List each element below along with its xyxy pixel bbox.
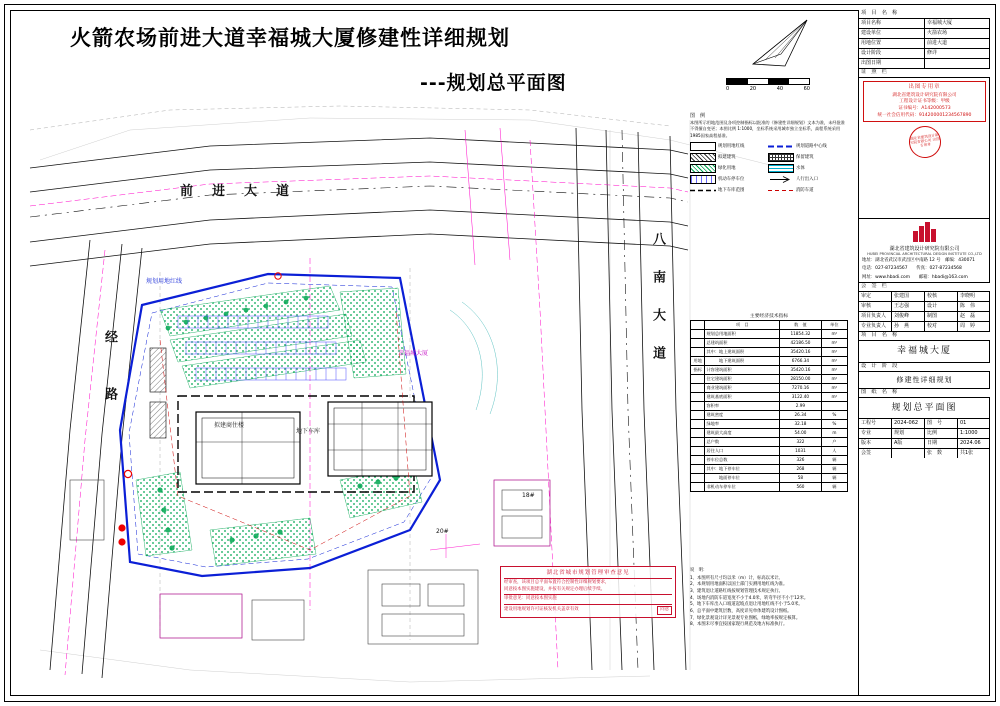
output-seal-line-2: 证书编号：A142000573 [898,106,951,112]
tb-meta-row [859,419,990,429]
legend-label-6: 机动车停车位 [718,177,745,183]
approval-stamp-footer-left: 审批意见：同意按本图实施 [504,594,672,603]
company-name-en: HUBEI PROVINCIAL ARCHITECTURAL DESIGN INSTITUTE CO.,LTD [867,252,982,257]
tb-cert-section [859,69,990,219]
map-label-20: 20# [436,528,449,535]
legend-note: 本图所示用地范围及各项控制指标以批准的《修建性详细规划》文本为准，未经批准不得擅自变更；本图比例 1:1000，坐标系统采用城市独立坐标系，高程系统采用1985国家高程基准。 [690,120,845,138]
econ-cell-name: 计容建筑面积 [705,366,780,375]
econ-cell-value: 26.34 [780,411,822,420]
tb-meta-cell [892,449,925,458]
legend-label-4: 绿化用地 [718,166,736,172]
legend-title: 图 例 [690,113,706,119]
econ-cell-value: 32.18 [780,420,822,429]
tb-signature-cell: 制图 [925,312,958,321]
econ-cell-value: 1031 [780,447,822,456]
tb-project-cell: 设计阶段 [859,49,925,58]
legend-label-8: 地下车库范围 [718,188,745,194]
tb-meta-cell: 2024-062 [892,419,925,428]
tb-stage-head: 设 计 阶 段 [859,363,990,372]
econ-cell-value: 42186.50 [780,339,822,348]
econ-cell-unit: 人 [821,447,847,456]
legend-label-0: 规划用地红线 [718,144,745,150]
econ-header-name: 项 目 [705,321,780,330]
econ-cell-group: 指标 [691,366,705,375]
tb-project-cell [925,59,990,68]
approval-stamp-line-0: 经审查，该项目总平面布置符合控制性详细规划要求， [504,580,610,586]
econ-cell-name: 建筑基底面积 [705,393,780,402]
tb-cert-head: 证 照 栏 [859,69,990,78]
tb-project-section [859,10,990,69]
econ-cell-unit: m² [821,393,847,402]
tb-meta-cell: 共1张 [960,449,974,456]
tb-signature-cell: 王志强 [892,302,925,311]
econ-cell-value: 35420.16 [780,366,822,375]
econ-cell-value: 2.99 [780,402,822,411]
econ-cell-name: 建筑密度 [705,411,780,420]
note-item: 4、场地内消防车道宽度不小于4.0米，转弯半径不小于12米。 [690,595,809,601]
tb-project-cell: 项目名称 [859,19,925,28]
econ-cell-name: 居住人口 [705,447,780,456]
tb-meta-cell: 1:1000 [960,429,978,436]
tb-signature-cell: 李晓明 [960,293,976,300]
econ-cell-unit: % [821,420,847,429]
tb-meta-cell: 工程号 [859,419,892,428]
tb-meta-cell: 规划 [892,429,925,438]
note-item: 7、绿化景观设计详见景观专业图纸，绿地率按规定核算。 [690,615,801,621]
tb-project-cell: 火箭农场 [927,29,948,36]
tb-company-section [859,219,990,283]
tb-meta-row [859,449,990,458]
tb-project-head: 项 目 名 称 [859,10,990,19]
note-item: 3、建筑退让道路红线按规划管理技术规定执行。 [690,588,783,594]
tb-signature-cell: 项目负责人 [859,312,892,321]
econ-cell-value: 54.00 [780,429,822,438]
tb-drawing-section [859,389,990,419]
econ-cell-value: 3122.40 [780,393,822,402]
econ-cell-name: 住宅建筑面积 [705,375,780,384]
tb-meta-row [859,429,990,439]
title-block [858,10,990,696]
scale-tick-3: 60 [803,86,810,92]
econ-header-value: 数 值 [780,321,822,330]
road-label-bainan: 八 南 大 道 [650,232,665,365]
company-logo-icon [859,219,990,246]
note-item: 1、本图所有尺寸均以米（m）计，标高以米计。 [690,575,783,581]
output-seal-line-1: 工程设计证书等级：甲级 [899,99,950,105]
tb-meta-cell: 2024.06 [960,439,981,446]
company-contact-1: 电话：027-87234567 传真：027-87234568 [862,266,962,272]
econ-cell-name: 建筑最大高度 [705,429,780,438]
tb-signature-row [859,292,990,302]
tb-signature-cell: 校对 [925,322,958,331]
tb-signature-cell: 周 婷 [960,323,976,330]
map-label-redline: 规划用地红线 [146,278,183,285]
tb-meta-cell: 01 [960,419,967,426]
econ-cell-unit: 辆 [821,474,847,483]
tb-signature-row [859,312,990,322]
tb-meta-cell: 会签 [859,449,892,458]
econ-cell-name: 其中：地上建筑面积 [705,348,780,357]
econ-cell-name: 容积率 [705,402,780,411]
econ-cell-name: 总建筑面积 [705,339,780,348]
note-item: 8、本图未尽事宜按国家现行规范及地方标准执行。 [690,622,788,628]
tb-project-cell: 出图日期 [859,59,925,68]
tb-signature-section [859,283,990,332]
tb-signature-cell: 陈 伟 [960,303,976,310]
econ-cell-unit: 辆 [821,456,847,465]
econ-cell-name: 地面停车位 [705,474,780,483]
econ-cell-unit: m² [821,339,847,348]
output-seal-title: 出图专用章 [908,83,941,90]
road-label-qianjin: 前 进 大 道 [180,184,293,199]
note-item: 6、总平面中建筑层数、高度详见单体建筑设计图纸。 [690,608,792,614]
tb-meta-cell: 版本 [859,439,892,448]
tb-drawing-head: 图 纸 名 称 [859,389,990,398]
econ-cell-name: 地下建筑面积 [705,357,780,366]
econ-cell-name: 绿地率 [705,420,780,429]
tb-projectname-head: 项 目 名 称 [859,332,990,341]
company-contact-0: 地址：湖北省武汉市武昌区中南路 12 号 邮编：430071 [862,257,975,263]
notes-title: 说 明： [690,568,708,573]
tb-signature-cell: 赵 磊 [960,313,976,320]
tb-projectname-value: 幸福城大厦 [896,346,952,357]
map-label-garage: 地下车库 [296,428,321,435]
page-title: 火箭农场前进大道幸福城大厦修建性详细规划 [70,26,510,50]
tb-project-row [859,39,990,49]
company-name-cn: 湖北省建筑设计研究院有限公司 [889,245,960,252]
econ-cell-name: 总户数 [705,438,780,447]
tb-signature-cell: 孙 燕 [892,322,925,331]
econ-cell-unit: m² [821,330,847,339]
tb-meta-cell: 比例 [925,429,958,438]
legend-label-9: 消防车道 [796,188,814,194]
econ-cell-unit: 辆 [821,483,847,492]
scale-tick-0: 0 [726,86,730,92]
approval-stamp-footer-right: 建设用地规划许可证核发机关盖章有效 [504,606,579,612]
page-subtitle: ---规划总平面图 [420,72,567,94]
tb-signature-cell: 校核 [925,292,958,301]
tb-signature-cell: 审定 [859,292,892,301]
econ-cell-unit: 辆 [821,465,847,474]
tb-signature-cell: 审核 [859,302,892,311]
econ-cell-unit: % [821,411,847,420]
econ-cell-unit: m² [821,366,847,375]
econ-cell-name: 非机动车停车位 [705,483,780,492]
econ-cell-unit: m² [821,384,847,393]
tb-project-cell: 用地位置 [859,39,925,48]
tb-stage-section [859,363,990,389]
tb-projectname-section [859,332,990,362]
scale-tick-1: 20 [749,86,757,92]
tb-signature-cell: 设计 [925,302,958,311]
approval-stamp-line-1: 同意按本图实施建设，并按有关规定办理后续手续。 [504,586,605,592]
tb-meta-section [859,419,990,458]
approval-stamp-box: 同意 [657,606,672,615]
econ-cell-unit: m² [821,357,847,366]
tb-signature-row [859,322,990,331]
econ-cell-value: 6766.34 [780,357,822,366]
econ-cell-name: 停车位总数 [705,456,780,465]
tb-meta-cell: 专业 [859,429,892,438]
econ-cell-value: 560 [780,483,822,492]
tb-drawing-value: 规划总平面图 [891,402,958,413]
econ-cell-value: 11854.32 [780,330,822,339]
note-item: 5、地下车库出入口坡道起坡点退让用地红线不小于5.0米。 [690,602,803,608]
tb-signature-row [859,302,990,312]
tb-signature-cell: 张建国 [892,292,925,301]
tb-project-cell: 幸福城大厦 [927,19,953,26]
legend-label-2: 拟建建筑 [718,155,736,161]
tb-project-row [859,19,990,29]
tb-meta-cell: A版 [892,439,925,448]
econ-cell-unit: m² [821,348,847,357]
legend-label-5: 水体 [796,166,805,172]
econ-cell-value: 268 [780,465,822,474]
tb-signature-cell: 专业负责人 [859,322,892,331]
econ-cell-unit: 户 [821,438,847,447]
map-label-18: 18# [522,492,535,499]
econ-cell-value: 322 [780,438,822,447]
road-label-jinglu: 经 路 [102,330,117,406]
tb-project-row [859,29,990,39]
tb-project-row [859,49,990,59]
tb-project-cell: 建设单位 [859,29,925,38]
output-seal [863,81,986,122]
econ-cell-value: 28150.00 [780,375,822,384]
note-item: 2、本规划用地面积以国土部门实测用地红线为准。 [690,582,788,588]
output-seal-line-0: 湖北省建筑设计研究院有限公司 [892,92,957,98]
tb-meta-row [859,439,990,449]
econ-cell-value: 7270.16 [780,384,822,393]
scale-tick-2: 40 [776,86,784,92]
econ-cell-name: 商业建筑面积 [705,384,780,393]
output-seal-line-3: 统一社会信用代码：914200001234567890 [877,112,972,118]
tb-meta-cell: 日期 [925,439,958,448]
tb-project-row [859,59,990,68]
econ-cell-value: 326 [780,456,822,465]
approval-stamp-title: 湖北省城市规划管理审查意见 [504,569,672,579]
tb-stage-value: 修建性详细规划 [896,375,953,384]
tb-meta-cell: 张 数 [925,449,958,458]
econ-cell-value: 35420.16 [780,348,822,357]
legend-label-1: 规划道路中心线 [796,144,827,150]
company-contact-2: 网址：www.hbadi.com 邮箱：hbadi@163.com [862,274,968,280]
econ-cell-group: 用地 [691,357,705,366]
tb-project-cell: 前进大道 [927,39,948,46]
sheet-frame-inner [10,10,990,696]
tb-project-cell: 修详 [927,49,938,56]
econ-cell-unit: m² [821,375,847,384]
legend-label-7: 人行出入口 [796,177,818,183]
econ-cell-name: 其中：地下停车位 [705,465,780,474]
econ-cell-value: 58 [780,474,822,483]
tb-signature-cell: 刘俊峰 [892,312,925,321]
econ-header-unit: 单位 [821,321,847,330]
map-label-podium: 拟建商住楼 [214,422,245,429]
tb-signature-head: 会 签 栏 [859,283,990,292]
round-seal: 湖北省建筑设计研究院有限公司 出图专用章 [906,124,942,160]
legend-label-3: 保留建筑 [796,155,814,161]
econ-caption: 主要经济技术指标 [749,314,789,319]
econ-cell-name: 规划总用地面积 [705,330,780,339]
tb-meta-cell: 图 号 [925,419,958,428]
econ-cell-unit: m [821,429,847,438]
map-label-tower: 幸福城大厦 [398,350,429,357]
